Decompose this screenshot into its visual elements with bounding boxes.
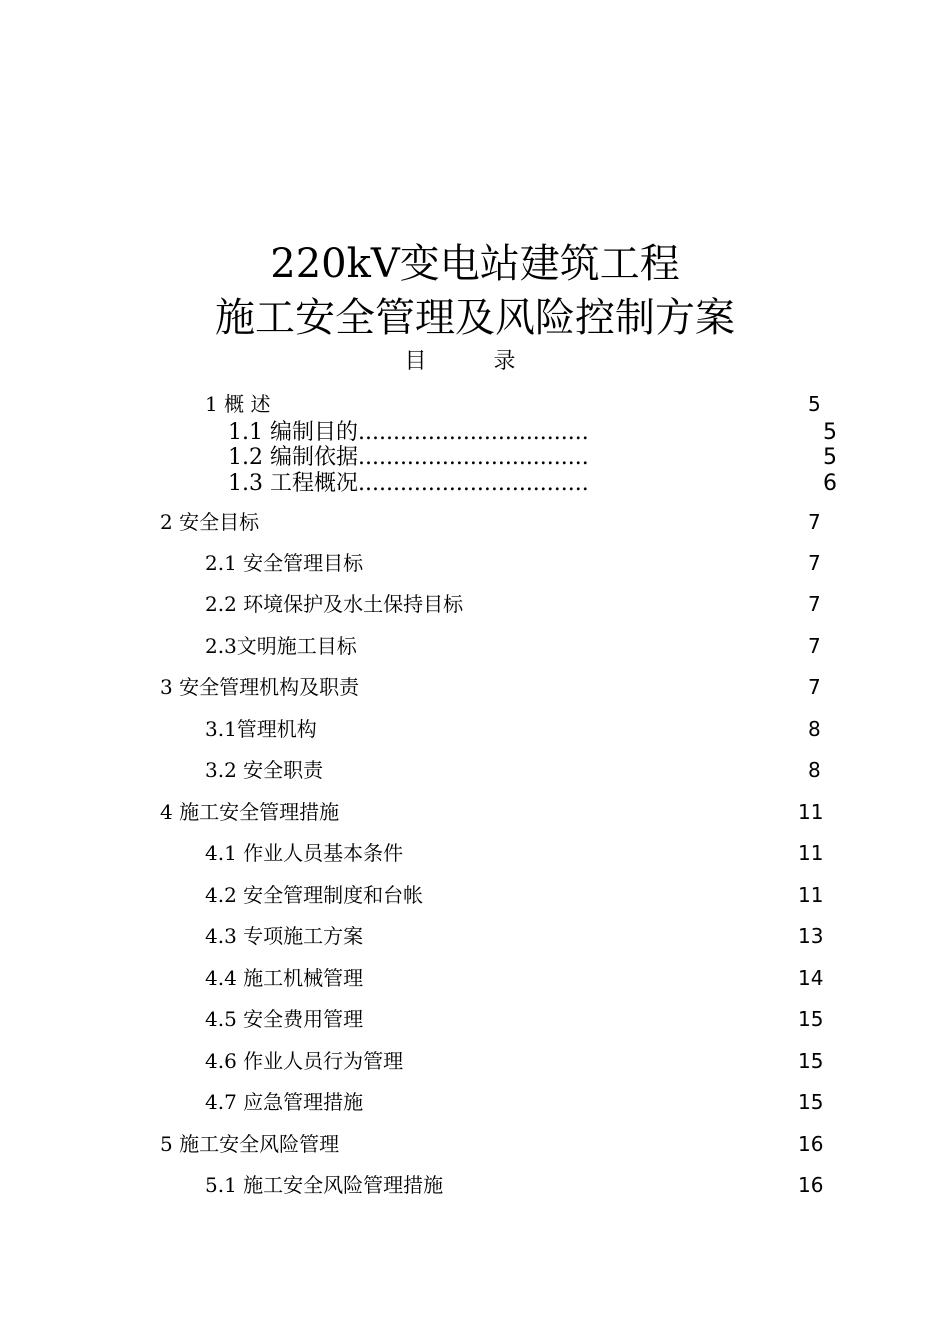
toc-entry-page: 5 — [823, 445, 837, 470]
toc-entry-label: 3.2 安全职责 — [205, 758, 324, 782]
toc-entry-page: 7 — [808, 510, 821, 534]
toc-entry-page: 11 — [798, 841, 824, 865]
document-title-line2: 施工安全管理及风险控制方案 — [215, 295, 735, 341]
toc-entry-label: 4.2 安全管理制度和台帐 — [205, 883, 424, 907]
toc-entry-label: 1.2 编制依据................................. — [228, 445, 589, 470]
toc-entry-page: 11 — [798, 883, 824, 907]
toc-entry-page: 7 — [808, 551, 821, 575]
toc-entry-page: 8 — [808, 717, 821, 741]
toc-entry-page: 16 — [798, 1132, 824, 1156]
toc-entry-page: 11 — [798, 800, 824, 824]
toc-entry-label: 4.6 作业人员行为管理 — [205, 1049, 404, 1073]
toc-entry-label: 1.3 工程概况................................. — [228, 471, 589, 496]
toc-entry-label: 4.5 安全费用管理 — [205, 1007, 364, 1031]
toc-entry-page: 14 — [798, 966, 824, 990]
toc-entry-page: 5 — [808, 392, 821, 416]
toc-heading: 目 录 — [404, 349, 546, 374]
toc-entry-page: 16 — [798, 1173, 824, 1197]
toc-entry-page: 7 — [808, 675, 821, 699]
toc-entry-label: 4.1 作业人员基本条件 — [205, 841, 404, 865]
toc-entry-label: 2 安全目标 — [160, 510, 260, 534]
toc-entry-label: 5 施工安全风险管理 — [160, 1132, 340, 1156]
toc-entry-page: 15 — [798, 1090, 824, 1114]
toc-entry-label: 4.7 应急管理措施 — [205, 1090, 364, 1114]
toc-entry-label: 2.2 环境保护及水土保持目标 — [205, 592, 464, 616]
toc-entry-label: 1.1 编制目的................................. — [228, 420, 589, 445]
toc-entry-label: 2.3文明施工目标 — [205, 634, 357, 658]
toc-entry-page: 5 — [823, 420, 837, 445]
toc-entry-label: 4.4 施工机械管理 — [205, 966, 364, 990]
toc-entry-label: 3.1管理机构 — [205, 717, 317, 741]
toc-entry-page: 7 — [808, 592, 821, 616]
document-title-line1: 220kV变电站建筑工程 — [270, 241, 680, 287]
toc-entry-page: 8 — [808, 758, 821, 782]
toc-entry-label: 3 安全管理机构及职责 — [160, 675, 360, 699]
toc-entry-page: 13 — [798, 924, 824, 948]
toc-entry-page: 6 — [823, 471, 837, 496]
toc-entry-label: 1 概 述 — [205, 392, 271, 416]
toc-entry-page: 7 — [808, 634, 821, 658]
toc-entry-page: 15 — [798, 1007, 824, 1031]
toc-entry-label: 4 施工安全管理措施 — [160, 800, 340, 824]
toc-entry-page: 15 — [798, 1049, 824, 1073]
toc-entry-label: 2.1 安全管理目标 — [205, 551, 364, 575]
toc-entry-label: 5.1 施工安全风险管理措施 — [205, 1173, 444, 1197]
toc-entry-label: 4.3 专项施工方案 — [205, 924, 364, 948]
